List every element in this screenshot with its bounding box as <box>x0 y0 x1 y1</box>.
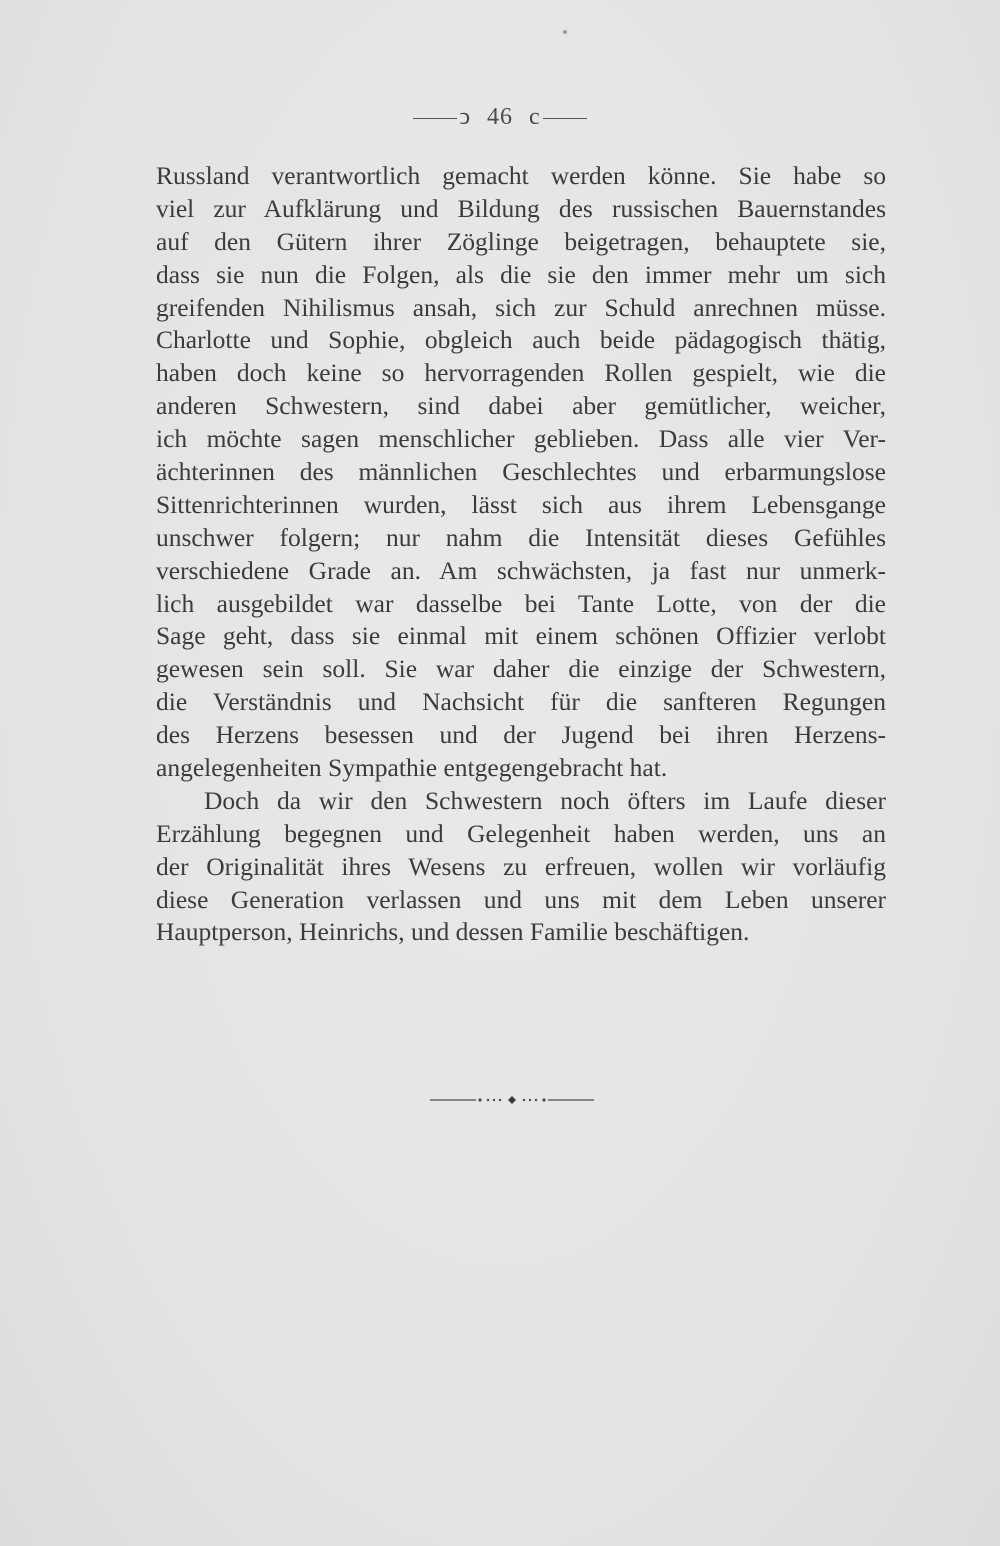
text-line: viel zur Aufklärung und Bildung des russischen Bauernstandes <box>156 193 886 223</box>
text-line: ächterinnen des männlichen Geschlechtes und erbarmungslose <box>156 457 886 487</box>
text-line: Charlotte und Sophie, obgleich auch beide pädagogisch thätig, <box>156 325 886 355</box>
text-line: Sage geht, dass sie einmal mit einem schönen Offizier verlobt <box>156 621 886 651</box>
header-rule-left <box>413 118 457 119</box>
paper-speck <box>563 30 567 34</box>
text-line: lich ausgebildet war dasselbe bei Tante Lotte, von der die <box>156 588 886 618</box>
header-rule-right <box>543 118 587 119</box>
text-line: Sittenrichterinnen wurden, lässt sich aus ihrem Lebensgange <box>156 489 886 519</box>
body-text <box>156 160 886 949</box>
text-line: angelegenheiten Sympathie entgegengebracht hat. <box>156 753 668 783</box>
text-line: des Herzens besessen und der Jugend bei ihren Herzens- <box>156 720 886 750</box>
text-line: Russland verantwortlich gemacht werden könne. Sie habe so <box>156 161 886 190</box>
text-line: anderen Schwestern, sind dabei aber gemütlicher, weicher, <box>156 391 886 421</box>
text-line: gewesen sein soll. Sie war daher die einzige der Schwestern, <box>156 654 886 684</box>
text-line: unschwer folgern; nur nahm die Intensität dieses Gefühles <box>156 522 886 552</box>
text-line: diese Generation verlassen und uns mit dem Leben unserer <box>156 884 886 914</box>
text-line: haben doch keine so hervorragenden Rollen gespielt, wie die <box>156 358 886 388</box>
text-line: dass sie nun die Folgen, als die sie den immer mehr um sich <box>156 259 886 289</box>
text-line: verschiedene Grade an. Am schwächsten, ja fast nur unmerk- <box>156 555 886 585</box>
text-line: der Originalität ihres Wesens zu erfreuen, wollen wir vorläufig <box>156 851 886 881</box>
page-header <box>0 104 1000 131</box>
text-line: Erzählung begegnen und Gelegenheit haben werden, uns an <box>156 818 886 848</box>
end-of-chapter-ornament <box>430 1094 594 1106</box>
page-number: 46 <box>487 104 513 130</box>
text-line: ich möchte sagen menschlicher geblieben. Dass alle vier Ver- <box>156 424 886 454</box>
text-line: die Verständnis und Nachsicht für die sanfteren Regungen <box>156 687 886 717</box>
text-line: greifenden Nihilismus ansah, sich zur Schuld anrechnen müsse. <box>156 292 886 322</box>
header-right-mark: c <box>529 104 541 130</box>
text-line: auf den Gütern ihrer Zöglinge beigetragen, behauptete sie, <box>156 226 886 256</box>
header-left-mark: ↄ <box>459 104 471 130</box>
text-line: Hauptperson, Heinrichs, und dessen Familie beschäftigen. <box>156 917 750 947</box>
text-line: Doch da wir den Schwestern noch öfters im Laufe dieser <box>204 785 886 815</box>
